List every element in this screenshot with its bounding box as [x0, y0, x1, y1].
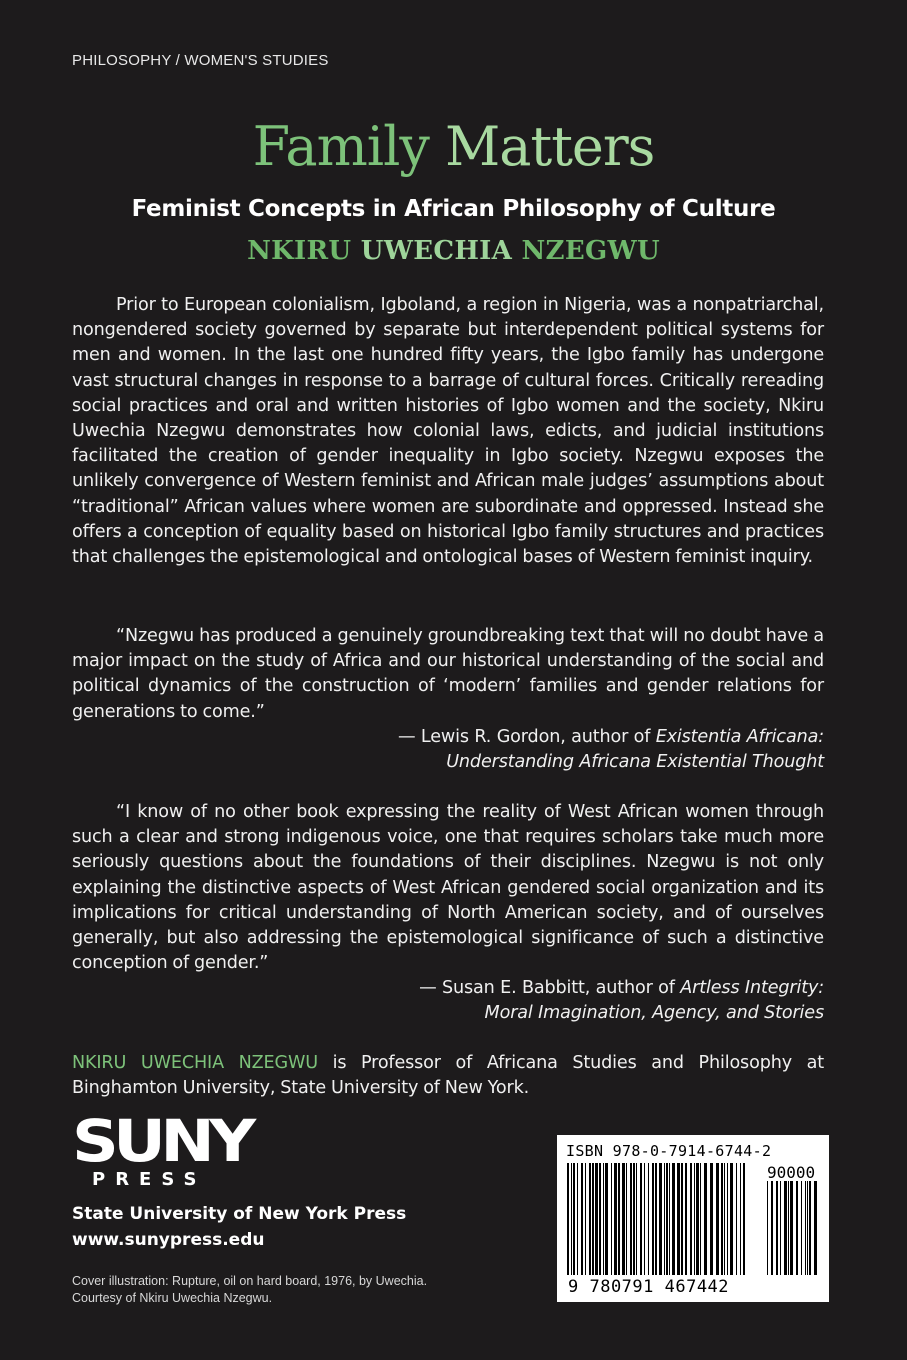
barcode-bar — [630, 1163, 632, 1275]
blurb-quote-2: “I know of no other book expressing the reality of West African women through such a clear and strong indigenous voice, one that requires scholars take much more seriously questions about the foundations of their disciplines. Nzegwu is not only explaining the distinctive aspects of West African gendered social organization and its implications for critical understanding of North American society, and of ourselves generally, but also addressing the epistemological significance of such a distinctive conception of gender.” — [72, 802, 824, 974]
barcode-bar — [595, 1163, 598, 1275]
barcode-bar — [659, 1163, 662, 1275]
title-part-2: Matters — [445, 115, 655, 178]
barcode-bar — [599, 1163, 601, 1275]
barcode-bar — [801, 1181, 802, 1275]
barcode-bar — [636, 1163, 637, 1275]
blurb-attribution-2: — Susan E. Babbitt, author of Artless Integrity: Moral Imagination, Agency, and Stories — [419, 978, 824, 1024]
barcode-bar — [669, 1163, 670, 1275]
barcode-bar — [585, 1163, 586, 1275]
barcode-bar — [567, 1163, 569, 1275]
publisher-url: www.sunypress.edu — [72, 1230, 265, 1250]
barcode-bar — [666, 1163, 668, 1275]
blurb-attribution-1: — Lewis R. Gordon, author of Existentia Africana: Understanding Africana Existential Thought — [398, 727, 824, 773]
isbn-number: ISBN 978-0-7914-6744-2 — [566, 1142, 772, 1160]
barcode-bar — [724, 1163, 725, 1275]
barcode-bar — [736, 1163, 737, 1275]
barcode-bar — [589, 1163, 591, 1275]
barcode-bar — [740, 1163, 741, 1275]
publisher-name: State University of New York Press — [72, 1204, 407, 1224]
barcode-bar — [626, 1163, 627, 1275]
barcode-bar — [652, 1163, 654, 1275]
ean-number: 9 780791 467442 — [568, 1277, 730, 1297]
barcode-bar — [664, 1163, 665, 1275]
barcode-bar — [655, 1163, 657, 1275]
barcode-bar — [690, 1163, 692, 1275]
barcode-bar — [685, 1163, 687, 1275]
bio-author-name: NKIRU UWECHIA NZEGWU — [72, 1053, 318, 1073]
barcode-bar — [727, 1163, 728, 1275]
barcode-bar — [672, 1163, 675, 1275]
author-heading: NKIRU UWECHIA NZEGWU — [247, 236, 660, 266]
barcode-bar — [716, 1163, 719, 1275]
barcode-bar — [771, 1181, 773, 1275]
barcode-bar — [796, 1181, 798, 1275]
barcode-bar — [704, 1163, 707, 1275]
barcode-bar — [809, 1181, 811, 1275]
barcode-bar — [805, 1181, 806, 1275]
price-code: 90000 — [767, 1163, 816, 1182]
barcode-bar — [681, 1163, 683, 1275]
barcode-bar — [784, 1181, 787, 1275]
barcode-bar — [622, 1163, 625, 1275]
cover-credit: Cover illustration: Rupture, oil on hard board, 1976, by Uwechia. Courtesy of Nkiru Uwechia Nzegwu. — [72, 1274, 428, 1305]
barcode-bar — [700, 1163, 701, 1275]
barcode-bar — [767, 1181, 768, 1275]
barcode-bar — [592, 1163, 594, 1275]
barcode-bar — [614, 1163, 617, 1275]
barcode-bar — [605, 1163, 608, 1275]
book-title — [0, 112, 907, 182]
barcode-bar — [648, 1163, 649, 1275]
barcode-bar — [710, 1163, 713, 1275]
book-subtitle: Feminist Concepts in African Philosophy of Culture — [131, 196, 776, 222]
barcode-bar — [577, 1163, 578, 1275]
barcode-bar — [571, 1163, 572, 1275]
blurb-quote-1: “Nzegwu has produced a genuinely groundbreaking text that will no doubt have a major impact on the study of Africa and our historical understanding of the social and political dynamics of the construction of ‘modern’ families and gender relations for generations to come.” — [72, 626, 824, 722]
author-bio: NKIRU UWECHIA NZEGWU is Professor of Africana Studies and Philosophy at Binghamton University, State University of New York. — [72, 1053, 824, 1099]
barcode-bar — [776, 1181, 778, 1275]
title-part-1: Family — [252, 115, 446, 178]
book-description: Prior to European colonialism, Igboland, a region in Nigeria, was a nonpatriarchal, nongendered society governed by separate but interdependent political systems for men and women. In the last one hundred fifty years, the Igbo family has undergone vast structural changes in response to a barrage of cultural forces. Critically rereading social practices and oral and written histories of Igbo women and the society, Nkiru Uwechia Nzegwu demonstrates how colonial laws, edicts, and judicial institutions facilitated the creation of gender inequality in Igbo society. Nzegwu exposes the unlikely convergence of Western feminist and African male judges’ assumptions about “traditional” African values where women are subordinate and oppressed. Instead she offers a conception of equality based on historical Igbo family structures and practices that challenges the epistemological and ontological bases of Western feminist inquiry. — [72, 295, 824, 568]
barcode-bar — [696, 1163, 699, 1275]
barcode-bar — [603, 1163, 604, 1275]
barcode-bar — [807, 1181, 808, 1275]
barcode-bar — [790, 1181, 793, 1275]
press-logo-word: PRESS — [92, 1169, 207, 1190]
isbn-barcode — [557, 1135, 829, 1302]
barcode-bar — [618, 1163, 620, 1275]
barcode-bar — [633, 1163, 635, 1275]
barcode-bar — [644, 1163, 645, 1275]
suny-press-logo — [72, 1107, 251, 1193]
barcode-bar — [730, 1163, 733, 1275]
barcode-bar — [814, 1181, 817, 1275]
barcode-bar — [581, 1163, 583, 1275]
barcode-bar — [721, 1163, 723, 1275]
barcode-bar — [611, 1163, 612, 1275]
barcode-bar — [694, 1163, 695, 1275]
barcode-bar — [573, 1163, 575, 1275]
barcode-bar — [780, 1181, 781, 1275]
barcode-bar — [743, 1163, 745, 1275]
suny-logo-word: SUNY — [72, 1107, 251, 1175]
category-label: PHILOSOPHY / WOMEN'S STUDIES — [72, 52, 329, 69]
barcode-bar — [788, 1181, 789, 1275]
barcode-bar — [677, 1163, 680, 1275]
barcode-bar — [640, 1163, 642, 1275]
